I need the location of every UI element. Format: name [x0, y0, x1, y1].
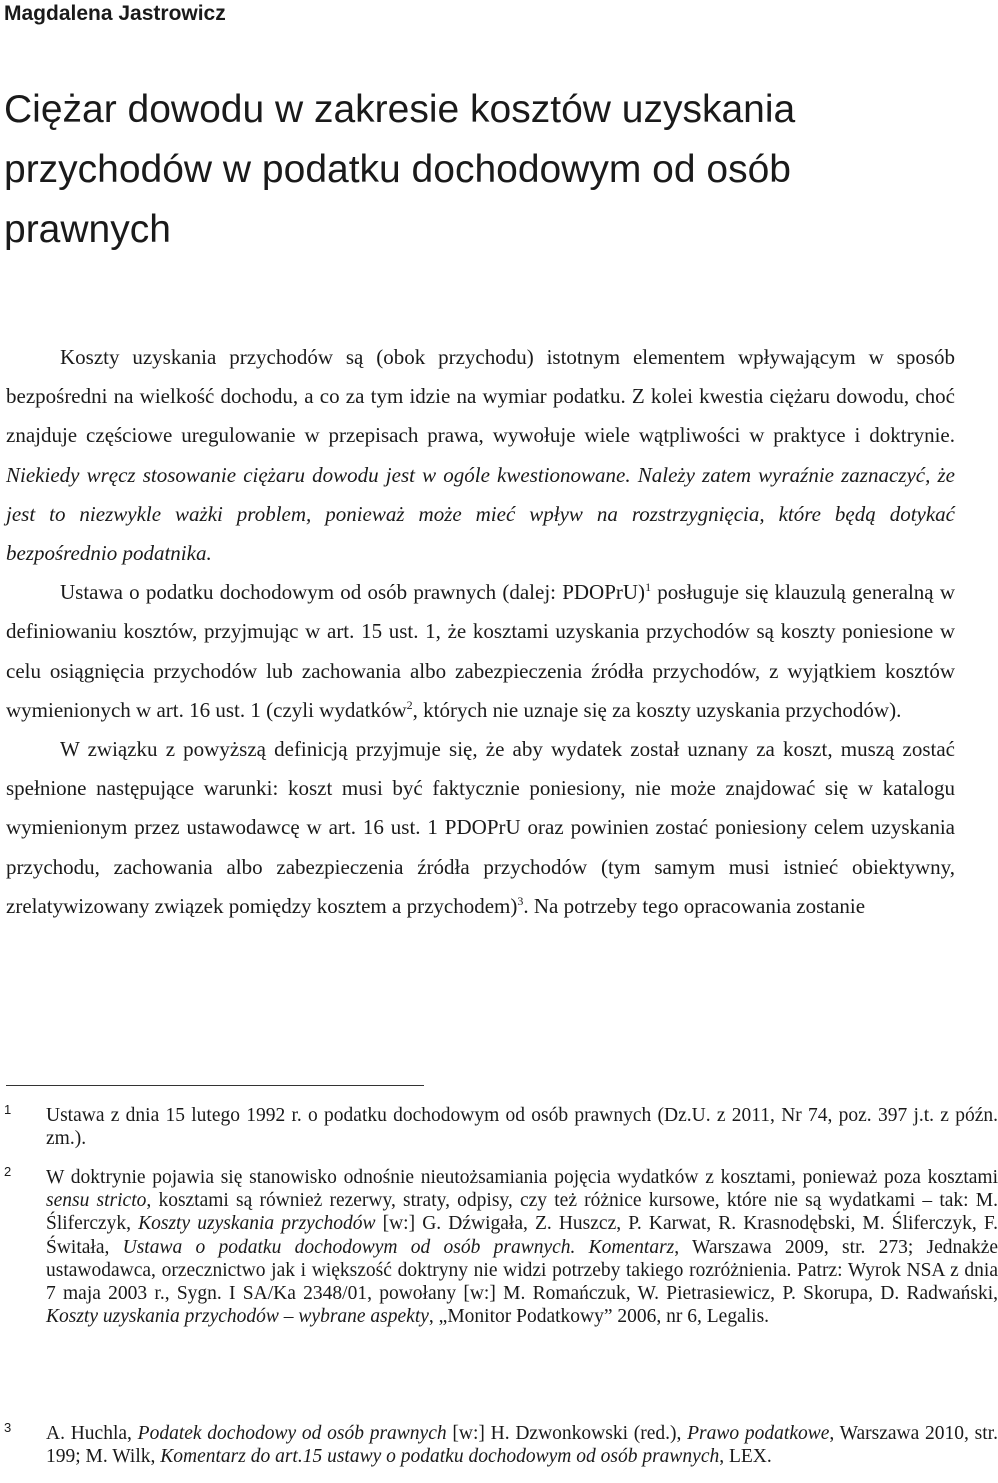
- footnote-text: , Warszawa 2010, str. 199; M. Wilk,: [46, 1423, 998, 1468]
- footnote-number: 2: [4, 1164, 12, 1179]
- paragraph-1-text: Koszty uzyskania przychodów są (obok przychodu) istotnym elementem wpływającym w sposób bezpośredni na wielkość dochodu, a co za tym idzie na wymiar podatku. Z kolei kwestia ciężaru dowodu, choć znajduje częściowe uregulowanie w przepisach prawa, wywołuje wiele wątpliwości w praktyce i doktrynie.: [6, 345, 955, 448]
- footnote-2: [4, 1166, 998, 1328]
- footnote-text: A. Huchla,: [46, 1423, 138, 1444]
- footnote-italic: Koszty uzyskania przychodów: [138, 1213, 376, 1235]
- paragraph-1: [6, 338, 955, 573]
- footnote-text: , „Monitor Podatkowy” 2006, nr 6, Legalis.: [428, 1306, 770, 1328]
- footnote-ref-2[interactable]: 2: [406, 697, 413, 712]
- footnote-italic: Komentarz do art.15 ustawy o podatku dochodowym od osób prawnych: [160, 1446, 720, 1468]
- footnote-italic: Podatek dochodowy od osób prawnych: [137, 1423, 447, 1444]
- footnote-3: [4, 1422, 998, 1468]
- footnote-text: , Warszawa 2009, str. 273; Jednakże ustawodawca, orzecznictwo jak i większość doktryny nie widzi potrzeby takiego rozróżnienia. Patrz: Wyrok NSA z dnia 7 maja 2003 r., Sygn. I SA/Ka 2348/01, powołany [w:] M. Romańczuk, W. Pietrasiewicz, P. Skorupa, D. Radwański,: [46, 1236, 998, 1305]
- footnote-divider: [6, 1085, 424, 1086]
- author-name: Magdalena Jastrowicz: [4, 2, 226, 25]
- footnote-text: Ustawa z dnia 15 lutego 1992 r. o podatku dochodowym od osób prawnych (Dz.U. z 2011, Nr 74, poz. 397 j.t. z późn. zm.).: [46, 1105, 998, 1150]
- footnote-number: 1: [4, 1102, 12, 1117]
- paragraph-3-text-b: . Na potrzeby tego opracowania zostanie: [523, 893, 866, 918]
- footnote-italic: Prawo podatkowe: [687, 1423, 830, 1444]
- footnote-text: W doktrynie pojawia się stanowisko odnośnie nieutożsamiania pojęcia wydatków z kosztami, ponieważ poza kosztami: [46, 1167, 998, 1188]
- footnote-italic: Ustawa o podatku dochodowym od osób prawnych. Komentarz: [122, 1236, 675, 1258]
- footnote-text: , LEX.: [719, 1446, 772, 1468]
- article-body: [6, 338, 955, 926]
- footnote-italic: Koszty uzyskania przychodów – wybrane aspekty: [46, 1306, 429, 1328]
- paragraph-2: [6, 573, 955, 730]
- footnote-italic: sensu stricto: [46, 1190, 147, 1212]
- paragraph-2-text-b: posługuje się klauzulą generalną w definiowaniu kosztów, przyjmując w art. 15 ust. 1, że kosztami uzyskania przychodów są koszty poniesione w celu osiągnięcia przychodów lub zachowania albo zabezpieczenia źródła przychodów, z wyjątkiem kosztów wymienionych w art. 16 ust. 1 (czyli wydatków: [6, 580, 955, 722]
- footnote-number: 3: [4, 1420, 12, 1435]
- footnote-text: , kosztami są również rezerwy, straty, odpisy, czy też różnice kursowe, które nie są wydatkami – tak: M. Śliferczyk,: [46, 1190, 998, 1235]
- paragraph-2-text-c: , których nie uznaje się za koszty uzyskania przychodów).: [412, 697, 902, 722]
- footnote-ref-3[interactable]: 3: [517, 893, 524, 908]
- paragraph-3: [6, 730, 955, 926]
- footnote-ref-1[interactable]: 1: [645, 580, 652, 595]
- paragraph-2-text-a: Ustawa o podatku dochodowym od osób prawnych (dalej: PDOPrU): [60, 580, 646, 605]
- paragraph-3-text-a: W związku z powyższą definicją przyjmuje się, że aby wydatek został uznany za koszt, muszą zostać spełnione następujące warunki: koszt musi być faktycznie poniesiony, nie może znajdować się w katalogu wymienionym przez ustawodawcę w art. 16 ust. 1 PDOPrU oraz powinien zostać poniesiony celem uzyskania przychodu, zachowania albo zabezpieczenia źródła przychodów (tym samym musi istnieć obiektywny, zrelatywizowany związek pomiędzy kosztem a przychodem): [6, 737, 955, 918]
- paragraph-1-emphasis: Niekiedy wręcz stosowanie ciężaru dowodu jest w ogóle kwestionowane. Należy zatem wyraźnie zaznaczyć, że jest to niezwykle ważki problem, ponieważ może mieć wpływ na rozstrzygnięcia, które będą dotykać bezpośrednio podatnika.: [6, 462, 955, 566]
- footnote-text: [w:] G. Dźwigała, Z. Huszcz, P. Karwat, R. Krasnodębski, M. Śliferczyk, F. Świtała,: [46, 1213, 998, 1258]
- footnote-text: [w:] H. Dzwonkowski (red.),: [446, 1423, 688, 1444]
- article-title: Ciężar dowodu w zakresie kosztów uzyskania przychodów w podatku dochodowym od osób prawnych: [4, 88, 796, 251]
- footnote-1: [4, 1104, 998, 1150]
